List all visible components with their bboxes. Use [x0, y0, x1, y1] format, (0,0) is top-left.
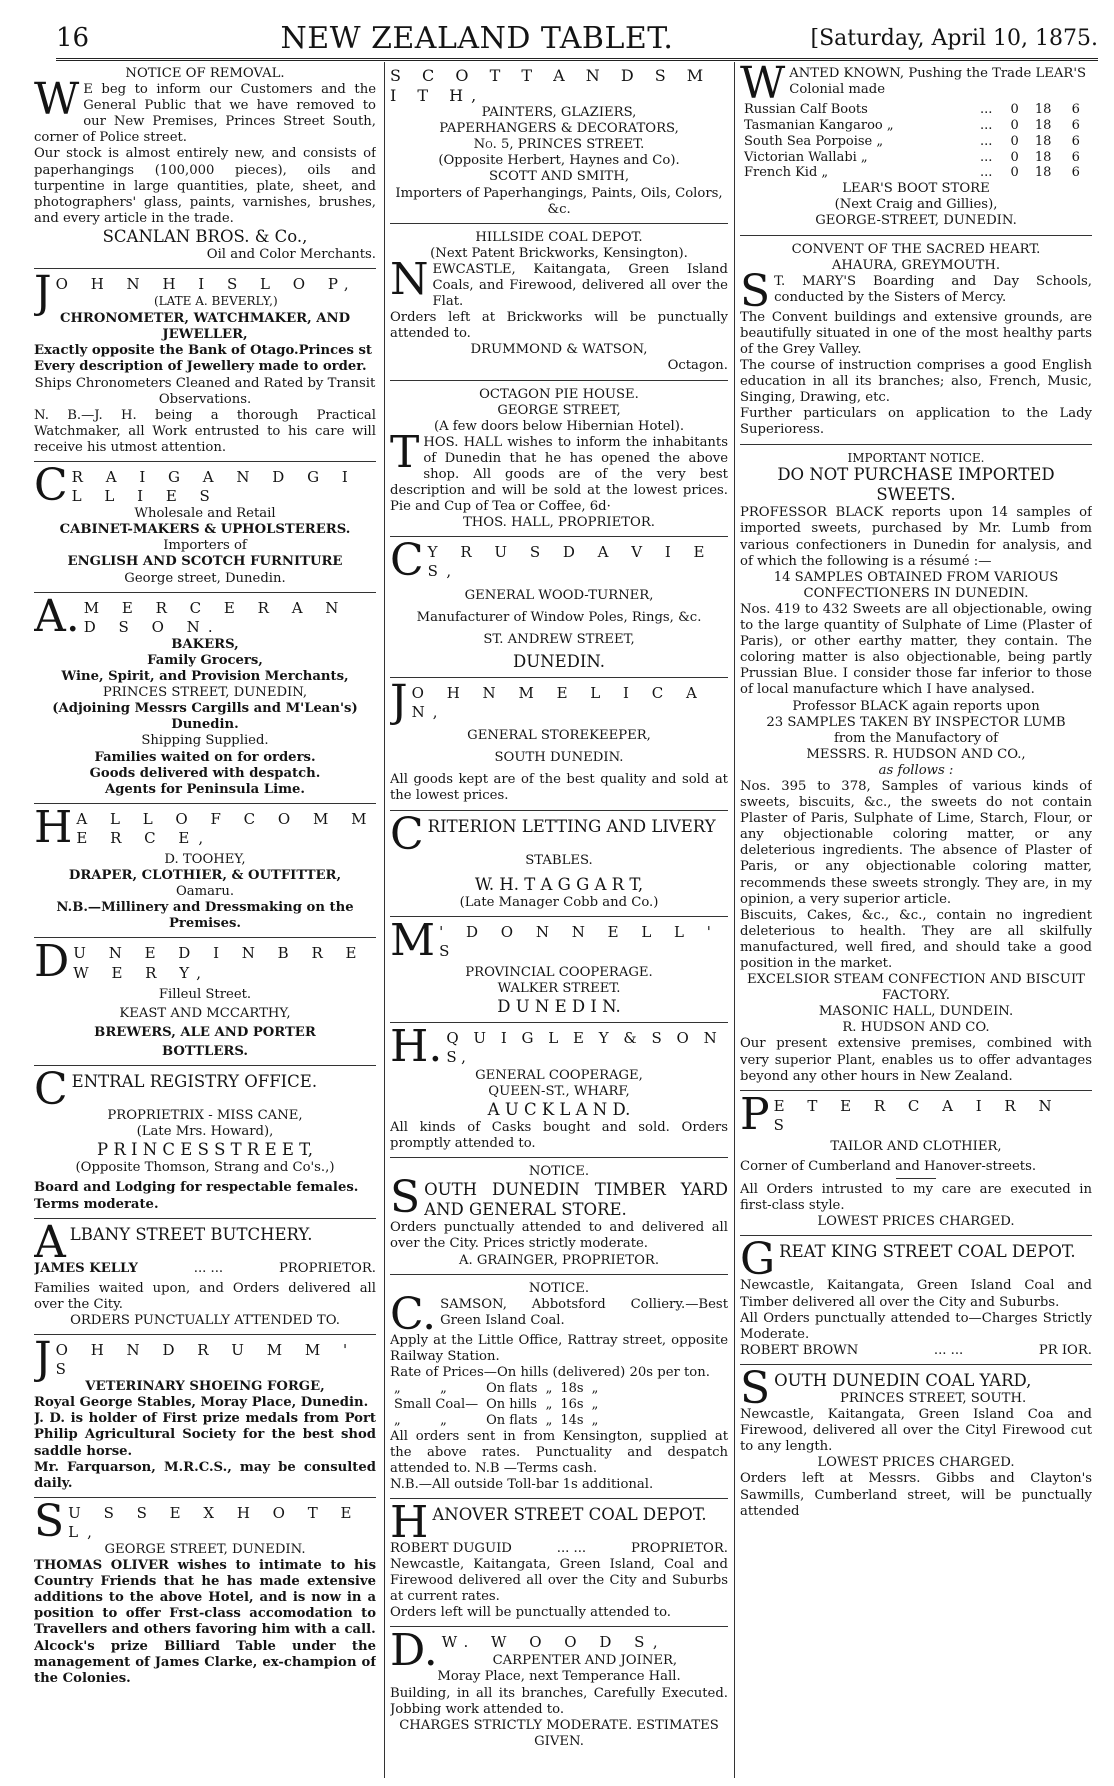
ad-line: SOUTH DUNEDIN. [494, 750, 624, 766]
ad-line: A U C K L A N D. [487, 1099, 631, 1119]
drop-cap: S [34, 1495, 65, 1547]
table-cell: 18 [1034, 102, 1052, 117]
table-cell: 6 [1071, 149, 1080, 165]
drop-cap: C [390, 535, 424, 587]
ad-name: U N E D I N B R E W E R Y, [73, 944, 366, 982]
table-cell: Tasmanian Kangaroo „ [744, 117, 894, 133]
table-cell: ... [979, 102, 993, 117]
leader-dots: ... ... [193, 1260, 224, 1276]
ad-line: Our present extensive premises, combined with very superior Plant, enables us to offer advantages beyond any other hours in New Zealand. [740, 1036, 1092, 1084]
ad-line: Corner of Cumberland and Hanover-streets. [740, 1159, 1037, 1175]
proprietor-label: PROPRIETOR. [631, 1540, 728, 1556]
table-cell: On hills [486, 1396, 537, 1412]
proprietor-label: PR IOR. [1038, 1342, 1092, 1358]
ad-octagon-pie [390, 385, 728, 538]
ad-line: Alcock's prize Billiard Table under the management of James Clarke, ex-champion of the Colonies. [34, 1638, 376, 1686]
ad-line: CHARGES STRICTLY MODERATE. ESTIMATES GIVEN. [399, 1717, 719, 1749]
ad-line: Orders punctually attended to and delivered all over the City. Prices strictly moderate. [390, 1220, 728, 1252]
drop-cap: D [34, 936, 70, 988]
ad-line: J. D. is holder of First prize medals from Port Philip Agricultural Society for the best shod saddle horse. [34, 1411, 376, 1459]
ad-scott-smith [390, 64, 728, 224]
ad-line: Moray Place, next Temperance Hall. [437, 1669, 681, 1685]
ad-line: N.B.—Millinery and Dressmaking on the Premises. [56, 900, 354, 932]
ad-lear-boots [740, 64, 1092, 236]
ad-line: Professor BLACK again reports upon [792, 698, 1040, 714]
ad-line: Family Grocers, [147, 652, 263, 668]
table-cell: 6 [1071, 133, 1080, 149]
ad-line: 23 SAMPLES TAKEN BY INSPECTOR LUMB [766, 714, 1066, 730]
ad-line: Board and Lodging for respectable females. Terms moderate. [34, 1180, 359, 1212]
ad-line: STABLES. [525, 852, 593, 868]
drop-cap: C [390, 808, 424, 860]
ad-line: TAILOR AND CLOTHIER, [830, 1138, 1002, 1154]
ad-line: WALKER STREET. [497, 981, 621, 997]
ad-line: Manufacturer of Window Poles, Rings, &c. [416, 609, 702, 625]
ad-line: Newcastle, Kaitangata, Green Island Coal and Timber delivered all over the City and Suburbs. [740, 1278, 1092, 1310]
ad-signature: DRUMMOND & WATSON, [470, 342, 648, 358]
table-cell: 0 [1010, 102, 1019, 117]
ad-line: D. TOOHEY, [164, 851, 246, 867]
ad-line: BAKERS, [171, 636, 239, 652]
drop-cap: A [34, 1216, 66, 1268]
ad-line: Exactly opposite the Bank of Otago.Princes st [34, 343, 373, 359]
ad-line: D U N E D I N. [497, 997, 621, 1017]
ad-line: Filleul Street. [158, 986, 252, 1002]
ad-line: All Orders intrusted to my care are executed in first-class style. [740, 1182, 1092, 1214]
table-cell: Small Coal— [394, 1396, 479, 1412]
ad-peter-cairns [740, 1088, 1092, 1237]
ad-quigley [390, 1021, 728, 1158]
ad-heading: OCTAGON PIE HOUSE. [479, 386, 639, 402]
ad-trade: CHRONOMETER, WATCHMAKER, AND JEWELLER, [59, 311, 351, 343]
ad-line: GENERAL COOPERAGE, [475, 1067, 643, 1083]
ad-line: Oamaru. [175, 884, 235, 900]
ad-line: (A few doors below Hibernian Hotel). [433, 418, 685, 434]
ad-line: (Opposite Herbert, Haynes and Co). [438, 153, 680, 169]
table-cell: French Kid „ [744, 165, 829, 181]
drop-cap: S [740, 1362, 771, 1414]
drop-cap: J [34, 1332, 52, 1384]
table-row [740, 134, 1092, 150]
table-row [390, 1413, 602, 1429]
ad-trade: Oil and Color Merchants. [206, 247, 376, 263]
ad-line: Orders left at Messrs. Gibbs and Clayton's Sawmills, Cumberland street, will be punctually attended [740, 1471, 1092, 1519]
ad-signature: THOS. HALL, PROPRIETOR. [463, 515, 655, 531]
ad-line: Orders left at Brickworks will be punctually attended to. [390, 310, 728, 342]
ad-hislop [34, 267, 376, 462]
ad-line: ENGLISH AND SCOTCH FURNITURE [67, 554, 343, 570]
ad-line: Apply at the Little Office, Rattray street, opposite Railway Station. [390, 1332, 728, 1364]
drop-cap: T [390, 426, 420, 478]
table-cell: 6 [1071, 165, 1080, 181]
ad-line: No. 5, PRINCES STREET. [473, 137, 645, 153]
ad-name: S C O T T A N D S M I T H, [390, 66, 712, 105]
ad-name: W. W O O D S, [441, 1633, 667, 1652]
ad-samson-coal [390, 1279, 728, 1499]
ad-south-dunedin-coal [740, 1362, 1092, 1525]
ad-line: EXCELSIOR STEAM CONFECTION AND BISCUIT FACTORY. [747, 972, 1085, 1004]
table-cell: Victorian Wallabi „ [744, 149, 868, 165]
ad-line: GENERAL STOREKEEPER, [467, 728, 651, 744]
ad-line: N.B.—All outside Toll-bar 1s additional. [390, 1476, 654, 1492]
ad-line: Every description of Jewellery made to order. [34, 359, 367, 375]
ad-line: Newcastle, Kaitangata, Green Island, Coal and Firewood delivered all over the City and Suburbs at current rates. [390, 1557, 728, 1605]
table-cell: „ [440, 1412, 447, 1428]
ad-line: P R I N C E S S T R E E T, [96, 1140, 314, 1160]
ad-line: VETERINARY SHOEING FORGE, [85, 1379, 325, 1395]
ad-line: (Next Craig and Gillies), [834, 197, 998, 213]
ad-line: PROVINCIAL COOPERAGE. [465, 965, 653, 981]
ad-line: Nos. 419 to 432 Sweets are all objectionable, owing to the large quantity of Sulphate of Lime (Plaster of Paris), or other earthy matter, they contain. The coloring matter is also objectionable, being partly Prussian Blue. I consider those far inferior to those of local manufacture which I have analysed. [740, 601, 1092, 698]
ad-cyrus-davies [390, 535, 728, 678]
drop-cap: P [740, 1088, 770, 1140]
drop-cap: C. [390, 1288, 437, 1340]
table-row [390, 1397, 602, 1413]
table-row [740, 102, 1092, 118]
drop-cap: C [34, 1064, 68, 1115]
page-number: 16 [56, 23, 90, 53]
drop-cap: H [34, 801, 73, 853]
divider [896, 1178, 936, 1179]
ad-line: Biscuits, Cakes, &c., &c., contain no ingredient deleterious to health. They are all skilfully manufactured, well fired, and should take a good position in the market. [740, 907, 1092, 972]
ad-hall-of-commerce [34, 801, 376, 939]
ad-name: U S S E X H O T E L, [68, 1503, 361, 1541]
ad-line: as follows : [878, 762, 954, 778]
drop-cap: M [390, 914, 436, 966]
ad-line: All kinds of Casks bought and sold. Orders promptly attended to. [390, 1119, 728, 1151]
ad-line: N. B.—J. H. being a thorough Practical Watchmaker, all Work entrusted to his care will receive his utmost attention. [34, 407, 376, 455]
table-row [390, 1381, 602, 1397]
drop-cap: N [390, 253, 429, 305]
ad-line: PROPRIETRIX - MISS CANE, [107, 1108, 303, 1123]
ad-name: REAT KING STREET COAL DEPOT. [779, 1242, 1076, 1262]
ad-line: Rate of Prices—On hills (delivered) 20s per ton. [390, 1364, 710, 1380]
ad-line: DRAPER, CLOTHIER, & OUTFITTER, [68, 868, 342, 884]
ad-signature: SCANLAN BROS. & Co., [102, 226, 308, 246]
ad-criterion [390, 808, 728, 917]
proprietor-name: ROBERT BROWN [740, 1342, 859, 1358]
ad-convent [740, 240, 1092, 445]
ad-line: (Opposite Thomson, Strang and Co's.,) [75, 1160, 335, 1176]
ad-name: ' D O N N E L L ' S [439, 922, 720, 960]
ad-line: Agents for Peninsula Lime. [104, 781, 306, 797]
ad-name: ENTRAL REGISTRY OFFICE. [71, 1072, 318, 1091]
ad-name: OUTH DUNEDIN COAL YARD, [774, 1370, 1032, 1390]
column-rule-1 [384, 62, 385, 1778]
ad-line: Families waited upon, and Orders delivered all over the City. [34, 1280, 376, 1312]
drop-cap: A. [34, 590, 80, 642]
boot-price-table [740, 102, 1092, 181]
ad-name: O H N H I S L O P, [55, 275, 358, 294]
ad-line: W. H. T A G G A R T, [474, 874, 644, 894]
ad-line: Ships Chronometers Cleaned and Rated by Transit Observations. [34, 375, 376, 407]
ad-hanover-coal [390, 1496, 728, 1627]
table-cell: 14s [560, 1412, 584, 1428]
table-cell: 0 [1010, 133, 1019, 149]
ad-heading: NOTICE OF REMOVAL. [125, 66, 285, 81]
ad-line: 14 SAMPLES OBTAINED FROM VARIOUS CONFECTIONERS IN DUNEDIN. [773, 569, 1059, 601]
ad-name: LBANY STREET BUTCHERY. [69, 1224, 313, 1244]
ad-line: KEAST AND MCCARTHY, [119, 1005, 291, 1021]
ad-body: EWCASTLE, Kaitangata, Green Island Coals, and Firewood, delivered all over the Flat. [432, 261, 728, 310]
ad-line: BOTTLERS. [162, 1043, 248, 1059]
ad-line: Octagon. [667, 358, 728, 374]
ad-line: MESSRS. R. HUDSON AND CO., [806, 746, 1026, 762]
ad-name: M E R C E R A N D S O N. [83, 598, 348, 636]
ad-name: E T E R C A I R N S [773, 1096, 1061, 1134]
table-cell: „ [440, 1381, 447, 1397]
ad-name: Y R U S D A V I E S, [427, 543, 714, 581]
table-cell: 18 [1034, 149, 1052, 165]
ad-body: HOS. HALL wishes to inform the inhabitants of Dunedin that he has opened the above shop. All goods are of the very best description and will be sold at the lowest prices. Pie and Cup of Tea or Coffee, 6d· [390, 434, 728, 515]
drop-cap: J [390, 675, 408, 727]
table-cell: On flats [486, 1381, 538, 1397]
ad-line: All goods kept are of the best quality and sold at the lowest prices. [390, 772, 728, 804]
ad-heading: NOTICE. [528, 1164, 590, 1180]
table-cell: 18s [560, 1381, 584, 1397]
table-cell: „ [591, 1381, 599, 1397]
ad-line: PAINTERS, GLAZIERS, [481, 105, 637, 121]
table-row [740, 150, 1092, 166]
ad-line: Orders left will be punctually attended to. [390, 1605, 671, 1621]
ad-heading: CONVENT OF THE SACRED HEART. [791, 241, 1041, 257]
ad-body-2: Our stock is almost entirely new, and consists of paperhangings (100,000 pieces), oils and turpentine in large quantities, plate, sheet, and photographers' glass, paints, varnishes, brushes, and every article in the trade. [34, 146, 376, 226]
table-cell: 0 [1010, 149, 1019, 165]
ad-line: DUNEDIN. [513, 651, 605, 671]
ad-signature: A. GRAINGER, PROPRIETOR. [458, 1252, 660, 1268]
table-cell: ... [979, 165, 993, 181]
table-cell: 0 [1010, 165, 1019, 181]
ad-name: O H N D R U M M ' S [55, 1340, 357, 1379]
drop-cap: G [740, 1234, 776, 1286]
ad-line: (Next Patent Brickworks, Kensington). [430, 245, 688, 261]
ad-line: LEAR'S BOOT STORE [842, 181, 990, 197]
table-cell: 18 [1034, 133, 1052, 149]
ad-mdonnell [390, 914, 728, 1024]
table-row [740, 118, 1092, 134]
ad-line: BREWERS, ALE AND PORTER [94, 1024, 316, 1040]
ad-line: Goods delivered with despatch. [89, 765, 321, 781]
table-cell: 18 [1034, 165, 1052, 181]
ad-melican [390, 675, 728, 811]
ad-line: R. HUDSON AND CO. [842, 1020, 990, 1036]
ad-line: Wholesale and Retail [134, 506, 276, 522]
drop-cap: S [390, 1172, 421, 1224]
table-cell: „ [591, 1412, 599, 1428]
ad-line: The course of instruction comprises a good English education in all its branches; also, French, Music, Singing, Drawing, etc. [740, 358, 1092, 406]
drop-cap: C [34, 460, 68, 511]
table-row [740, 165, 1092, 181]
ad-name: Q U I G L E Y & S O N S, [446, 1029, 722, 1067]
proprietor-label: PROPRIETOR. [279, 1260, 376, 1276]
table-cell: „ [591, 1396, 599, 1412]
ad-name: A L L O F C O M M E R C E, [76, 809, 376, 847]
ad-heading: NOTICE. [528, 1280, 590, 1296]
leader-dots: ... ... [933, 1342, 964, 1358]
ad-line: Importers of [163, 538, 247, 554]
ad-line: Wine, Spirit, and Provision Merchants, [61, 669, 349, 685]
ad-south-timber-yard [390, 1162, 728, 1275]
table-cell: South Sea Porpoise „ [744, 133, 884, 149]
table-cell: „ [394, 1412, 401, 1428]
table-cell: „ [545, 1412, 553, 1428]
column-1 [34, 64, 376, 1780]
table-cell: Russian Calf Boots [744, 102, 868, 117]
ad-line: Building, in all its branches, Carefully Executed. Jobbing work attended to. [390, 1685, 728, 1717]
proprietor-name: JAMES KELLY [34, 1260, 138, 1276]
ad-line: LOWEST PRICES CHARGED. [817, 1214, 1015, 1230]
ad-scanlan [34, 64, 376, 269]
drop-cap: H [390, 1496, 429, 1548]
ad-line: PRINCES STREET, DUNEDIN, [102, 685, 308, 701]
table-cell: „ [394, 1381, 401, 1397]
ad-name: O H N M E L I C A N, [411, 683, 706, 722]
ad-line: ORDERS PUNCTUALLY ATTENDED TO. [70, 1312, 340, 1328]
leader-dots: ... ... [556, 1540, 587, 1556]
proprietor-name: ROBERT DUGUID [390, 1540, 512, 1556]
table-cell: ... [979, 149, 993, 165]
column-3 [740, 64, 1092, 1780]
table-cell: ... [979, 133, 993, 149]
drop-cap: W [34, 74, 80, 126]
ad-line: GENERAL WOOD-TURNER, [464, 587, 654, 603]
ad-heading: HILLSIDE COAL DEPOT. [475, 229, 643, 245]
ad-sweets-notice [740, 449, 1092, 1091]
ad-line: GEORGE-STREET, DUNEDIN. [815, 213, 1017, 229]
table-cell: 6 [1071, 117, 1080, 133]
ad-dunedin-brewery [34, 936, 376, 1066]
ad-craig-gillies [34, 460, 376, 593]
ad-body: SAMSON, Abbotsford Colliery.—Best Green Island Coal. [440, 1296, 728, 1328]
table-cell: On flats [486, 1412, 538, 1428]
ad-line: LOWEST PRICES CHARGED. [817, 1455, 1015, 1471]
ad-mercer [34, 590, 376, 804]
drop-cap: H. [390, 1021, 443, 1073]
ad-great-king-coal [740, 1234, 1092, 1364]
ad-line: GEORGE STREET, DUNEDIN. [104, 1542, 306, 1557]
ad-line: Newcastle, Kaitangata, Green Island Coa and Firewood, delivered all over the Cityl Firewood cut to any length. [740, 1407, 1092, 1455]
masthead [56, 18, 1098, 61]
ad-line: QUEEN-ST., WHARF, [488, 1083, 630, 1099]
ad-line: ST. ANDREW STREET, [483, 631, 635, 647]
ad-line: George street, Dunedin. [124, 570, 286, 586]
issue-date: [Saturday, April 10, 1875. [810, 25, 1098, 51]
ad-line: (Late Manager Cobb and Co.) [459, 894, 659, 910]
coal-price-table [390, 1381, 602, 1429]
ad-line: PAPERHANGERS & DECORATORS, [439, 121, 679, 137]
table-cell: 6 [1071, 102, 1080, 117]
ad-line: Further particulars on application to the Lady Superioress. [740, 406, 1092, 438]
table-cell: „ [545, 1381, 553, 1397]
ad-line: MASONIC HALL, DUNDEIN. [818, 1004, 1014, 1020]
ad-line: from the Manufactory of [833, 730, 999, 746]
ad-line: (LATE A. BEVERLY,) [153, 294, 278, 309]
ad-drumm-forge [34, 1332, 376, 1498]
table-cell: ... [979, 117, 993, 133]
drop-cap: S [740, 265, 771, 317]
drop-cap: D. [390, 1625, 438, 1677]
ad-line: THOMAS OLIVER wishes to intimate to his Country Friends that he has made extensive additions to the above Hotel, and is now in a position to offer Frst-class accomodation to Travellers and others favoring him with a call. [34, 1558, 376, 1638]
ad-line: (Adjoining Messrs Cargills and M'Lean's) Dunedin. [52, 701, 358, 733]
table-cell: 18 [1034, 117, 1052, 133]
ad-line: Mr. Farquarson, M.R.C.S., may be consulted daily. [34, 1459, 376, 1491]
ad-line: Shipping Supplied. [141, 733, 269, 749]
ad-line: All Orders punctually attended to—Charges Strictly Moderate. [740, 1310, 1092, 1342]
ad-name: ANOVER STREET COAL DEPOT. [432, 1504, 707, 1524]
drop-cap: W [740, 64, 786, 109]
ad-body: T. MARY'S Boarding and Day Schools, conducted by the Sisters of Mercy. [774, 273, 1092, 305]
ad-name: RITERION LETTING AND LIVERY [427, 816, 716, 836]
ad-line: Importers of Paperhangings, Paints, Oils, Colors, &c. [395, 185, 723, 217]
column-2 [390, 64, 728, 1780]
ad-line: AHAURA, GREYMOUTH. [831, 257, 1001, 273]
ad-line: SCOTT AND SMITH, [488, 169, 630, 185]
ad-line: Families waited on for orders. [94, 749, 316, 765]
ad-body: E beg to inform our Customers and the General Public that we have removed to our New Premises, Princes Street South, corner of Police street. [34, 82, 376, 146]
ad-line: GEORGE STREET, [497, 402, 621, 418]
column-rule-2 [734, 62, 735, 1778]
ad-line: (Late Mrs. Howard), [136, 1124, 274, 1140]
ad-line: CABINET-MAKERS & UPHOLSTERERS. [59, 522, 351, 538]
ad-body: ANTED KNOWN, Pushing the Trade LEAR'S Colonial made [789, 66, 1086, 98]
ad-central-registry [34, 1064, 376, 1219]
ad-line: The Convent buildings and extensive grounds, are beautifully situated in one of the most healthy parts of the Grey Valley. [740, 309, 1092, 357]
ad-line: Nos. 395 to 378, Samples of various kinds of sweets, biscuits, &c., the sweets do not contain Plaster of Paris, Sulphate of Lime, Starch, Flour, or any objectionable coloring matter, or any deleterious ingredients. The absence of Plaster of Paris, or any objectionable coloring matter, recommends these sweets strongly. They are, in my opinion, a very superior article. [740, 778, 1092, 907]
newspaper-title: NEW ZEALAND TABLET. [280, 20, 674, 56]
ad-line: PROFESSOR BLACK reports upon 14 samples of imported sweets, purchased by Mr. Lumb from various confectioners in Dunedin for analysis, and of which the following is a résumé :— [740, 505, 1092, 569]
ad-woods-carpenter [390, 1625, 728, 1754]
ad-body: OUTH DUNEDIN TIMBER YARD AND GENERAL STORE. [424, 1180, 728, 1220]
table-cell: „ [545, 1396, 553, 1412]
ad-hillside-coal [390, 228, 728, 381]
ad-line: All orders sent in from Kensington, supplied at the above rates. Punctuality and despatch attended to. N.B —Terms cash. [390, 1428, 728, 1476]
ad-line: PRINCES STREET, SOUTH. [839, 1391, 1027, 1407]
ad-heading: IMPORTANT NOTICE. [847, 450, 985, 465]
ad-name: R A I G A N D G I L L I E S [71, 468, 357, 506]
ad-title: DO NOT PURCHASE IMPORTED SWEETS. [777, 465, 1055, 505]
ad-sussex-hotel [34, 1495, 376, 1692]
table-cell: 16s [560, 1396, 584, 1412]
drop-cap: J [34, 267, 52, 319]
table-cell: 0 [1010, 117, 1019, 133]
ad-albany-butchery [34, 1216, 376, 1335]
ad-line: CARPENTER AND JOINER, [492, 1652, 678, 1668]
ad-line: Royal George Stables, Moray Place, Dunedin. [34, 1395, 369, 1411]
